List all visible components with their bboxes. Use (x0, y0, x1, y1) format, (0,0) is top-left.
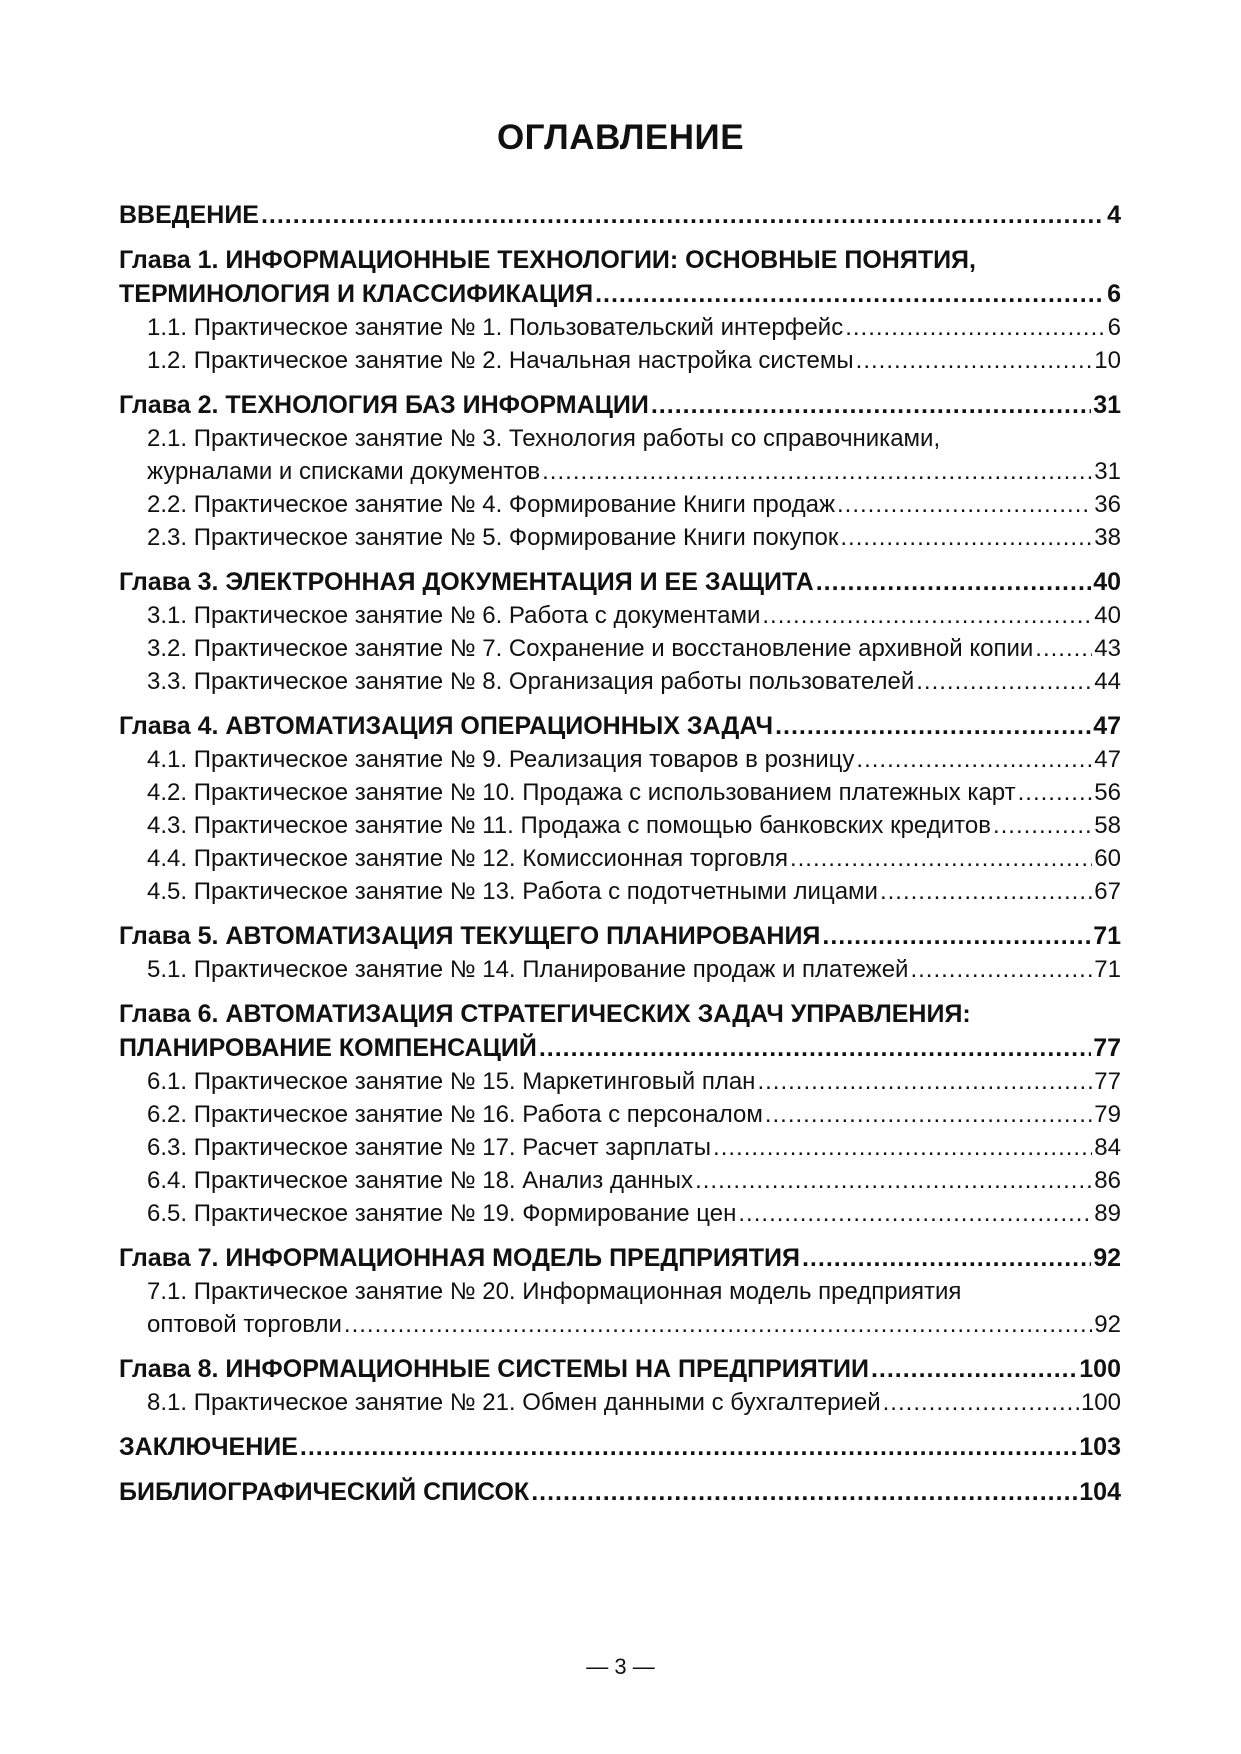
toc-section-entry[interactable] (119, 455, 1121, 488)
dot-leader (802, 1241, 1091, 1275)
page-ref: 6 (1107, 280, 1121, 308)
dot-leader (845, 311, 1105, 344)
page-ref: 67 (1094, 878, 1121, 905)
toc-section-entry[interactable] (119, 1164, 1121, 1197)
dot-leader (757, 1065, 1092, 1098)
entry-title: Глава 8. ИНФОРМАЦИОННЫЕ СИСТЕМЫ НА ПРЕДПРИЯТИИ (119, 1355, 869, 1383)
dot-leader (695, 1164, 1092, 1197)
toc-section-entry[interactable] (119, 521, 1121, 554)
page-ref: 47 (1094, 746, 1121, 773)
toc-chapter (119, 198, 1121, 232)
toc-chapter (119, 1430, 1121, 1464)
toc-chapter (119, 388, 1121, 554)
page-ref: 38 (1094, 524, 1121, 551)
dot-leader (993, 809, 1092, 842)
dot-leader (840, 521, 1092, 554)
toc-section-entry[interactable] (119, 953, 1121, 986)
toc-section-entry[interactable] (119, 1098, 1121, 1131)
entry-title: 4.4. Практическое занятие № 12. Комиссионная торговля (147, 845, 788, 872)
page-ref: 10 (1094, 347, 1121, 374)
toc-chapter-entry[interactable] (119, 388, 1121, 422)
dot-leader (651, 388, 1091, 422)
entry-title: 5.1. Практическое занятие № 14. Планирование продаж и платежей (147, 956, 909, 983)
toc-section-entry[interactable] (119, 776, 1121, 809)
page-ref: 100 (1079, 1355, 1121, 1383)
toc-section-entry[interactable] (119, 632, 1121, 665)
dot-leader (539, 1031, 1091, 1065)
dot-leader (1018, 776, 1093, 809)
dot-leader (300, 1430, 1077, 1464)
section-title-first-line[interactable]: 2.1. Практическое занятие № 3. Технология работы со справочниками, (147, 425, 941, 452)
page-ref: 100 (1080, 1389, 1121, 1416)
dot-leader (595, 277, 1105, 311)
page-ref: 40 (1093, 568, 1121, 596)
toc-section-entry[interactable] (119, 344, 1121, 377)
dot-leader (1035, 632, 1092, 665)
toc-chapter-entry[interactable] (119, 1430, 1121, 1464)
page-ref: 77 (1094, 1068, 1121, 1095)
page-ref: 79 (1094, 1101, 1121, 1128)
toc-chapter (119, 997, 1121, 1230)
dot-leader (816, 565, 1091, 599)
dot-leader (738, 1197, 1092, 1230)
dot-leader (910, 953, 1092, 986)
dot-leader (856, 743, 1092, 776)
entry-title: 3.3. Практическое занятие № 8. Организация работы пользователей (147, 668, 915, 695)
page-ref: 92 (1093, 1244, 1121, 1272)
page-ref: 103 (1079, 1433, 1121, 1461)
page-ref: 31 (1094, 458, 1121, 485)
entry-title: БИБЛИОГРАФИЧЕСКИЙ СПИСОК (119, 1478, 530, 1506)
page-ref: 47 (1093, 712, 1121, 740)
entry-title: ЗАКЛЮЧЕНИЕ (119, 1433, 298, 1461)
page-ref: 60 (1094, 845, 1121, 872)
dot-leader (542, 455, 1092, 488)
entry-title: 6.1. Практическое занятие № 15. Маркетинговый план (147, 1068, 756, 1095)
entry-title: 4.1. Практическое занятие № 9. Реализация товаров в розницу (147, 746, 855, 773)
toc-chapter (119, 1352, 1121, 1419)
page-ref: 56 (1094, 779, 1121, 806)
page-ref: 31 (1093, 391, 1121, 419)
page-title: ОГЛАВЛЕНИЕ (496, 118, 745, 157)
toc-chapter (119, 919, 1121, 986)
toc-section-entry[interactable] (119, 1386, 1121, 1419)
dot-leader (531, 1475, 1077, 1509)
dot-leader (765, 1098, 1092, 1131)
entry-title: 6.2. Практическое занятие № 16. Работа с персоналом (147, 1101, 763, 1128)
entry-title: 6.5. Практическое занятие № 19. Формирование цен (147, 1200, 737, 1227)
page-ref: 43 (1094, 635, 1121, 662)
toc-chapter-entry[interactable] (119, 565, 1121, 599)
toc-chapter (119, 565, 1121, 698)
dot-leader (762, 599, 1092, 632)
dot-leader (713, 1131, 1092, 1164)
entry-title: 2.2. Практическое занятие № 4. Формирование Книги продаж (147, 491, 835, 518)
toc-chapter-entry[interactable] (119, 1352, 1121, 1386)
page-ref: 4 (1107, 201, 1121, 229)
dot-leader (775, 709, 1091, 743)
entry-title: 6.3. Практическое занятие № 17. Расчет зарплаты (147, 1134, 712, 1161)
dot-leader (880, 875, 1092, 908)
page-ref: 84 (1094, 1134, 1121, 1161)
toc-chapter (119, 1475, 1121, 1509)
toc-section-entry[interactable] (119, 1131, 1121, 1164)
dot-leader (261, 198, 1105, 232)
toc-chapter-entry[interactable] (119, 1031, 1121, 1065)
page-ref: 71 (1094, 956, 1121, 983)
toc-chapter (119, 243, 1121, 377)
page-ref: 92 (1094, 1311, 1121, 1338)
entry-title: 4.5. Практическое занятие № 13. Работа с подотчетными лицами (147, 878, 878, 905)
dot-leader (916, 665, 1092, 698)
page-ref: 86 (1094, 1167, 1121, 1194)
entry-title: 1.2. Практическое занятие № 2. Начальная настройка системы (147, 347, 854, 374)
entry-title: Глава 5. АВТОМАТИЗАЦИЯ ТЕКУЩЕГО ПЛАНИРОВАНИЯ (119, 922, 821, 950)
entry-title: 4.2. Практическое занятие № 10. Продажа с использованием платежных карт (147, 779, 1016, 806)
chapter-title-first-line[interactable]: Глава 1. ИНФОРМАЦИОННЫЕ ТЕХНОЛОГИИ: ОСНОВНЫЕ ПОНЯТИЯ, (119, 246, 976, 274)
page-ref: 36 (1094, 491, 1121, 518)
page-ref: 44 (1094, 668, 1121, 695)
toc-section-entry[interactable] (119, 743, 1121, 776)
entry-title: 1.1. Практическое занятие № 1. Пользовательский интерфейс (147, 314, 844, 341)
table-of-contents (119, 198, 1121, 1520)
toc-chapter-entry[interactable] (119, 1475, 1121, 1509)
page-ref: 89 (1094, 1200, 1121, 1227)
dot-leader (344, 1308, 1092, 1341)
page-ref: 58 (1094, 812, 1121, 839)
toc-chapter-entry[interactable] (119, 709, 1121, 743)
entry-title: 3.2. Практическое занятие № 7. Сохранение и восстановление архивной копии (147, 635, 1034, 662)
page-ref: 40 (1094, 602, 1121, 629)
entry-title: 4.3. Практическое занятие № 11. Продажа с помощью банковских кредитов (147, 812, 991, 839)
entry-title: журналами и списками документов (147, 458, 541, 485)
chapter-title-first-line[interactable]: Глава 6. АВТОМАТИЗАЦИЯ СТРАТЕГИЧЕСКИХ ЗАДАЧ УПРАВЛЕНИЯ: (119, 1000, 971, 1028)
toc-section-entry[interactable] (119, 875, 1121, 908)
entry-title: Глава 4. АВТОМАТИЗАЦИЯ ОПЕРАЦИОННЫХ ЗАДАЧ (119, 712, 774, 740)
entry-title: 2.3. Практическое занятие № 5. Формирование Книги покупок (147, 524, 839, 551)
entry-title: ТЕРМИНОЛОГИЯ И КЛАССИФИКАЦИЯ (119, 280, 594, 308)
toc-section-entry[interactable] (119, 665, 1121, 698)
toc-chapter-entry[interactable] (119, 277, 1121, 311)
toc-section-entry[interactable] (119, 488, 1121, 521)
entry-title: 8.1. Практическое занятие № 21. Обмен данными с бухгалтерией (147, 1389, 881, 1416)
toc-section-entry[interactable] (119, 809, 1121, 842)
dot-leader (822, 919, 1091, 953)
toc-section-entry[interactable] (119, 1197, 1121, 1230)
entry-title: оптовой торговли (147, 1311, 342, 1338)
entry-title: 3.1. Практическое занятие № 6. Работа с документами (147, 602, 761, 629)
toc-chapter (119, 1241, 1121, 1341)
page-ref: 71 (1093, 922, 1121, 950)
page-ref: 77 (1093, 1034, 1121, 1062)
entry-title: Глава 3. ЭЛЕКТРОННАЯ ДОКУМЕНТАЦИЯ И ЕЕ ЗАЩИТА (119, 568, 814, 596)
entry-title: ПЛАНИРОВАНИЕ КОМПЕНСАЦИЙ (119, 1034, 537, 1062)
toc-section-entry[interactable] (119, 842, 1121, 875)
entry-title: Глава 7. ИНФОРМАЦИОННАЯ МОДЕЛЬ ПРЕДПРИЯТИЯ (119, 1244, 800, 1272)
page-ref: 104 (1079, 1478, 1121, 1506)
toc-chapter-entry[interactable] (119, 1241, 1121, 1275)
dot-leader (856, 344, 1093, 377)
dot-leader (871, 1352, 1077, 1386)
toc-section-entry[interactable] (119, 599, 1121, 632)
dot-leader (883, 1386, 1079, 1419)
section-title-first-line[interactable]: 7.1. Практическое занятие № 20. Информационная модель предприятия (147, 1278, 962, 1305)
entry-title: ВВЕДЕНИЕ (119, 201, 259, 229)
toc-chapter (119, 709, 1121, 908)
toc-chapter-entry[interactable] (119, 919, 1121, 953)
dot-leader (837, 488, 1092, 521)
page-number: — 3 — (586, 1654, 655, 1679)
page-ref: 6 (1107, 314, 1121, 341)
toc-section-entry[interactable] (119, 311, 1121, 344)
entry-title: Глава 2. ТЕХНОЛОГИЯ БАЗ ИНФОРМАЦИИ (119, 391, 649, 419)
dot-leader (790, 842, 1092, 875)
entry-title: 6.4. Практическое занятие № 18. Анализ данных (147, 1167, 694, 1194)
toc-chapter-entry[interactable] (119, 198, 1121, 232)
toc-section-entry[interactable] (119, 1308, 1121, 1341)
toc-section-entry[interactable] (119, 1065, 1121, 1098)
